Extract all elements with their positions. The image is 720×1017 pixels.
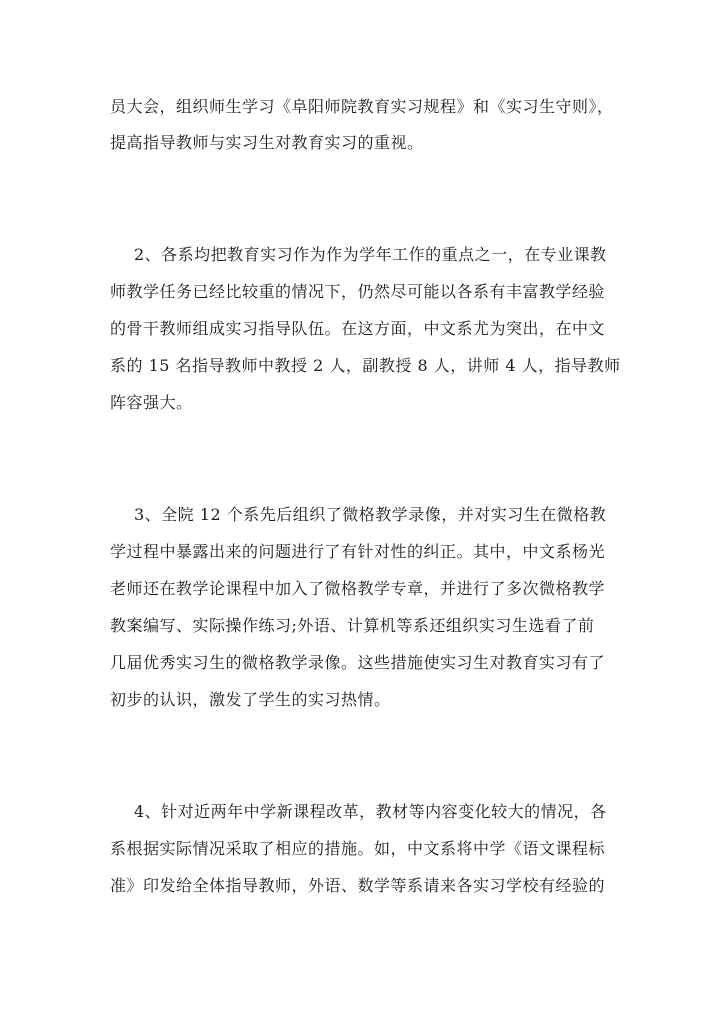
paragraph-1-line-1: 员大会，组织师生学习《阜阳师院教育实习规程》和《实习生守则》， <box>110 97 614 116</box>
paragraph-3-line-6: 初步的认识，激发了学生的实习热情。 <box>110 690 391 709</box>
paragraph-4-line-2: 系根据实际情况采取了相应的措施。如，中文系将中学《语文课程标 <box>110 839 606 858</box>
paragraph-3-line-5: 几届优秀实习生的微格教学录像。这些措施使实习生对教育实习有了 <box>110 653 606 672</box>
paragraph-3-line-2: 学过程中暴露出来的问题进行了有针对性的纠正。其中，中文系杨光 <box>110 542 606 561</box>
paragraph-4-line-1: 4、针对近两年中学新课程改革，教材等内容变化较大的情况，各 <box>134 802 607 821</box>
paragraph-2-line-1: 2、各系均把教育实习作为作为学年工作的重点之一，在专业课教 <box>134 245 607 264</box>
paragraph-2-line-4: 系的 15 名指导教师中教授 2 人，副教授 8 人，讲师 4 人，指导教师 <box>110 356 621 375</box>
paragraph-2-line-5: 阵容强大。 <box>110 393 193 412</box>
paragraph-3-line-3: 老师还在教学论课程中加入了微格教学专章，并进行了多次微格教学 <box>110 579 606 598</box>
paragraph-3-line-4: 教案编写、实际操作练习;外语、计算机等系还组织实习生选看了前 <box>110 616 595 635</box>
paragraph-2-line-2: 师教学任务已经比较重的情况下，仍然尽可能以各系有丰富教学经验 <box>110 282 606 301</box>
paragraph-4-line-3: 准》印发给全体指导教师，外语、数学等系请来各实习学校有经验的 <box>110 876 606 895</box>
paragraph-2-line-3: 的骨干教师组成实习指导队伍。在这方面，中文系尤为突出，在中文 <box>110 319 606 338</box>
paragraph-3-line-1: 3、全院 12 个系先后组织了微格教学录像，并对实习生在微格教 <box>134 505 607 524</box>
paragraph-1-line-2: 提高指导教师与实习生对教育实习的重视。 <box>110 133 424 152</box>
